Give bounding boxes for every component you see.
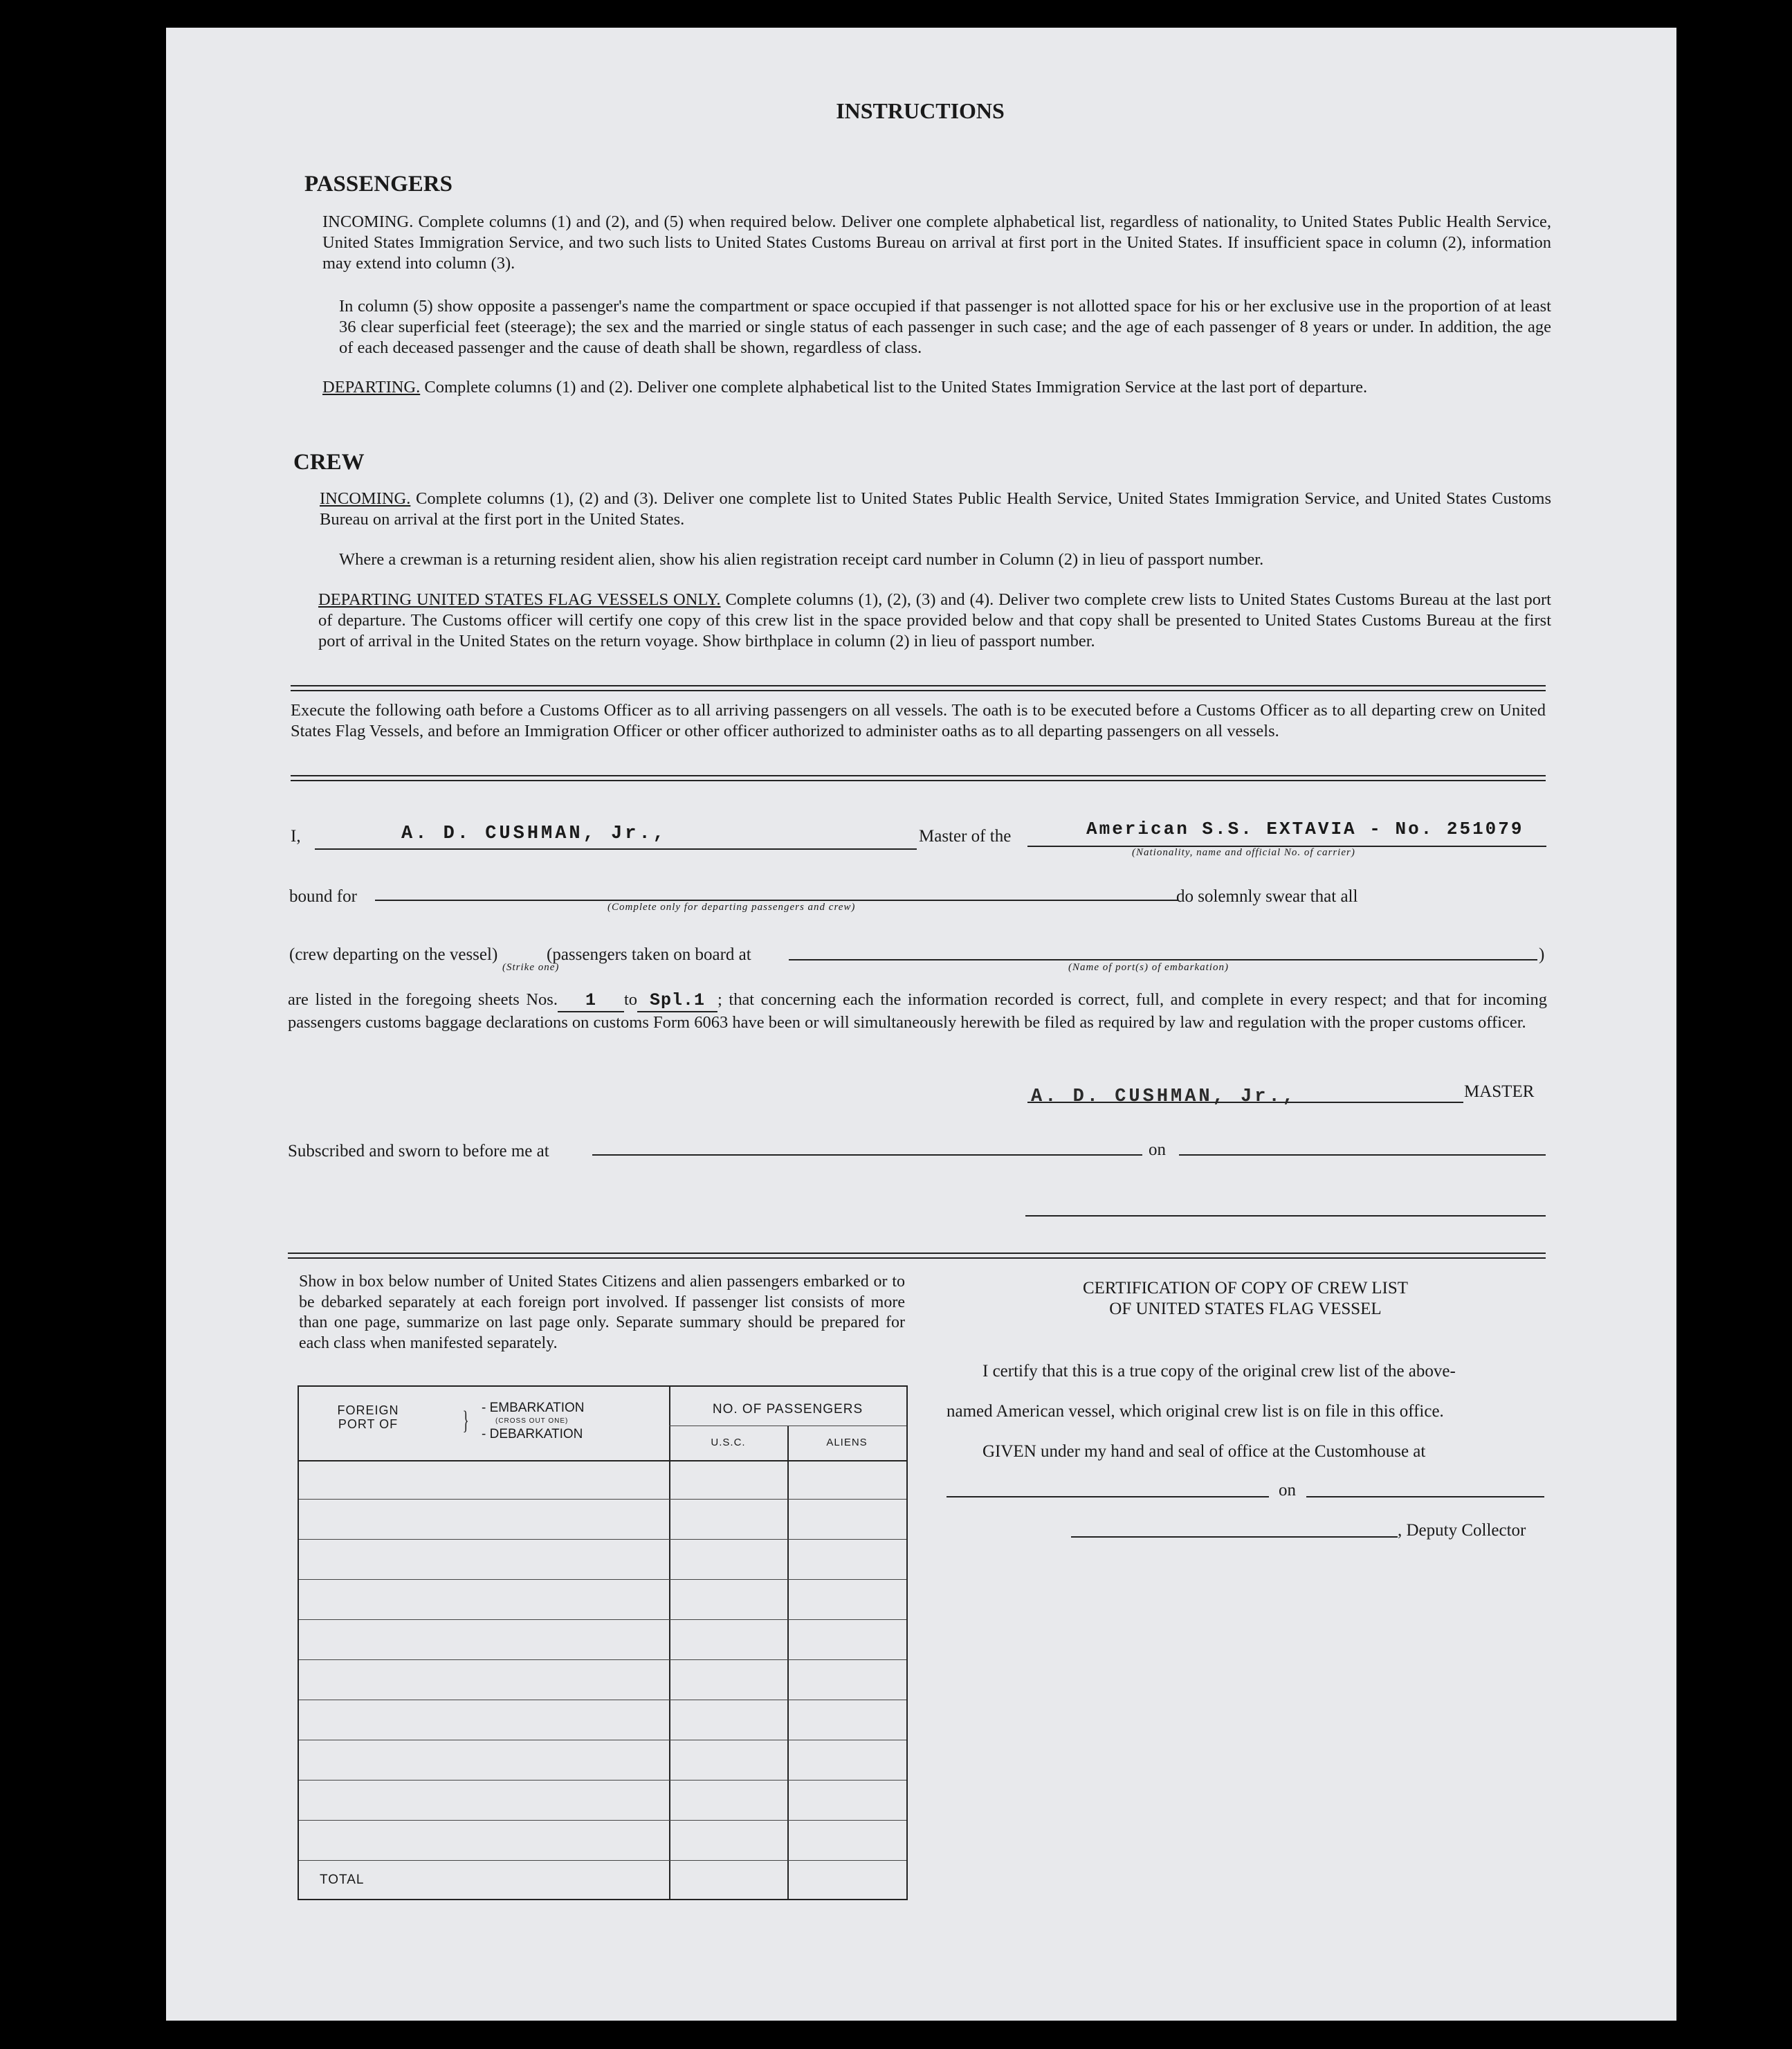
oath-intro: Execute the following oath before a Customs Officer as to all arriving passengers on all vessels. The oath is to be executed before a Customs Officer as to all departing crew on United States Flag Vessels, and before an Immigration Officer or other officer authorized to administer oaths as to all departing passengers on all vessels. xyxy=(291,701,1546,740)
subscribed-place-line xyxy=(592,1154,1142,1156)
crew-resident-paragraph: Where a crewman is a returning resident alien, show his alien registration receipt card number in Column (2) in lieu of passport number. xyxy=(339,550,1264,569)
total-label: TOTAL xyxy=(320,1873,365,1887)
passengers-incoming-paragraph xyxy=(322,212,1551,274)
crew-departing-text: Complete columns (1), (2), (3) and (4). Deliver two complete crew lists to United States Customs Bureau at the last port of departure. The Customs officer will certify one copy of this crew list in the space provided below and that copy shall be presented to United States Customs Bureau at the first port of arrival in the United States on the return voyage. Show birthplace in column (2) in lieu of passport number. xyxy=(318,590,1551,650)
no-passengers-label: NO. OF PASSENGERS xyxy=(712,1402,863,1417)
passengers-taken-option: (passengers taken on board at xyxy=(547,945,751,964)
listed-label: are listed in the foregoing sheets Nos. xyxy=(288,990,558,1009)
passenger-summary-table xyxy=(298,1385,908,1900)
subscribed-on-label: on xyxy=(1149,1140,1166,1159)
passengers-column5-paragraph: In column (5) show opposite a passenger's name the compartment or space occupied if that passenger is not allotted space for his or her exclusive use in the proportion of at least 36 clear superficial feet (steerage); the sex and the married or single status of each passenger in such case; and the age of each passenger of 8 years or under. In addition, the age of each deceased passenger and the cause of death shall be shown, regardless of class. xyxy=(339,297,1551,357)
passengers-departing-paragraph xyxy=(322,377,1551,398)
foreign-port-label: FOREIGN PORT OF xyxy=(337,1403,399,1431)
certification-title-line1: CERTIFICATION OF COPY OF CREW LIST xyxy=(1082,1279,1409,1297)
summary-intro: Show in box below number of United States Citizens and alien passengers embarked or to be debarked separately at each foreign port involved. If passenger list consists of more than one page, summarize on last page only. Separate summary should be prepared for each class when manifested separately. xyxy=(299,1273,905,1352)
bound-for-caption: (Complete only for departing passengers and crew) xyxy=(607,902,856,913)
sheet-to-typed: Spl.1 xyxy=(650,990,706,1010)
certification-on-label: on xyxy=(1279,1481,1296,1500)
master-name-line xyxy=(315,848,917,850)
listed-paragraph xyxy=(288,990,1547,1033)
close-paren: ) xyxy=(1539,945,1545,964)
divider xyxy=(291,685,1546,691)
listed-text: ; that concerning each the information recorded is correct, full, and complete in every respect; and that for incoming passengers customs baggage declarations on customs Form 6063 have been or will simultaneously herewith be filed as required by law and regulation with the proper customs officer. xyxy=(288,990,1547,1032)
officer-signature-line xyxy=(1025,1215,1546,1217)
to-label: to xyxy=(623,990,638,1009)
crew-incoming-paragraph xyxy=(320,489,1551,530)
divider xyxy=(291,775,1546,781)
certification-date-line xyxy=(1306,1496,1544,1497)
certify-line2: named American vessel, which original crew list is on file in this office. xyxy=(947,1402,1444,1421)
cross-out-label: (CROSS OUT ONE) xyxy=(495,1417,569,1425)
crew-departing-label: DEPARTING UNITED STATES FLAG VESSELS ONLY. xyxy=(318,590,721,609)
deputy-signature-line xyxy=(1071,1536,1398,1538)
embarkation-label: - EMBARKATION xyxy=(482,1401,585,1415)
crew-incoming-text: Complete columns (1), (2) and (3). Deliver one complete list to United States Public Health Service, United States Immigration Service, and United States Customs Bureau on arrival at the first port in the United States. xyxy=(320,489,1552,529)
certify-line1: I certify that this is a true copy of the original crew list of the above- xyxy=(982,1362,1456,1381)
carrier-typed: American S.S. EXTAVIA - No. 251079 xyxy=(1086,819,1524,839)
sheet-from-typed: 1 xyxy=(585,990,596,1010)
certification-title-line2: OF UNITED STATES FLAG VESSEL xyxy=(1109,1300,1382,1318)
bound-for-line xyxy=(375,900,1178,901)
usc-label: U.S.C. xyxy=(711,1437,746,1448)
subscribed-date-line xyxy=(1179,1154,1546,1156)
master-signature-typed: A. D. CUSHMAN, Jr., xyxy=(1031,1086,1297,1107)
crew-heading: CREW xyxy=(293,450,365,475)
page-title: INSTRUCTIONS xyxy=(836,98,1005,123)
swear-label: do solemnly swear that all xyxy=(1176,887,1358,906)
passengers-incoming-text: Complete columns (1) and (2), and (5) when required below. Deliver one complete alphabetical list, regardless of nationality, to United States Public Health Service, United States Immigration Service, and two such lists to United States Customs Bureau on arrival at first port in the United States. If insufficient space in column (2), information may extend into column (3). xyxy=(322,212,1552,273)
given-text: GIVEN under my hand and seal of office at the Customhouse at xyxy=(982,1442,1426,1461)
debarkation-label: - DEBARKATION xyxy=(482,1427,583,1441)
master-label: MASTER xyxy=(1464,1082,1535,1101)
ports-caption: (Name of port(s) of embarkation) xyxy=(1068,962,1229,973)
deputy-collector-label: , Deputy Collector xyxy=(1398,1521,1526,1540)
passengers-heading: PASSENGERS xyxy=(304,172,452,197)
aliens-label: ALIENS xyxy=(826,1437,868,1448)
crew-departing-option: (crew departing on the vessel) xyxy=(289,945,498,964)
passengers-incoming-label: INCOMING. xyxy=(322,212,414,231)
passengers-departing-label: DEPARTING. xyxy=(322,378,421,397)
crew-departing-paragraph xyxy=(318,590,1551,652)
divider xyxy=(288,1253,1546,1259)
passengers-departing-text: Complete columns (1) and (2). Deliver one complete alphabetical list to the United States Immigration Service at the last port of departure. xyxy=(424,378,1368,397)
ports-line xyxy=(789,959,1537,960)
brace-icon: } xyxy=(462,1406,469,1435)
master-of-label: Master of the xyxy=(919,827,1012,846)
subscribed-label: Subscribed and sworn to before me at xyxy=(288,1142,549,1160)
carrier-caption: (Nationality, name and official No. of carrier) xyxy=(1132,847,1355,858)
master-name-typed: A. D. CUSHMAN, Jr., xyxy=(401,823,667,844)
bound-for-label: bound for xyxy=(289,887,357,906)
crew-incoming-label: INCOMING. xyxy=(320,489,411,508)
oath-i-label: I, xyxy=(291,827,301,846)
customhouse-line xyxy=(947,1496,1269,1497)
strike-one-caption: (Strike one) xyxy=(502,962,560,973)
